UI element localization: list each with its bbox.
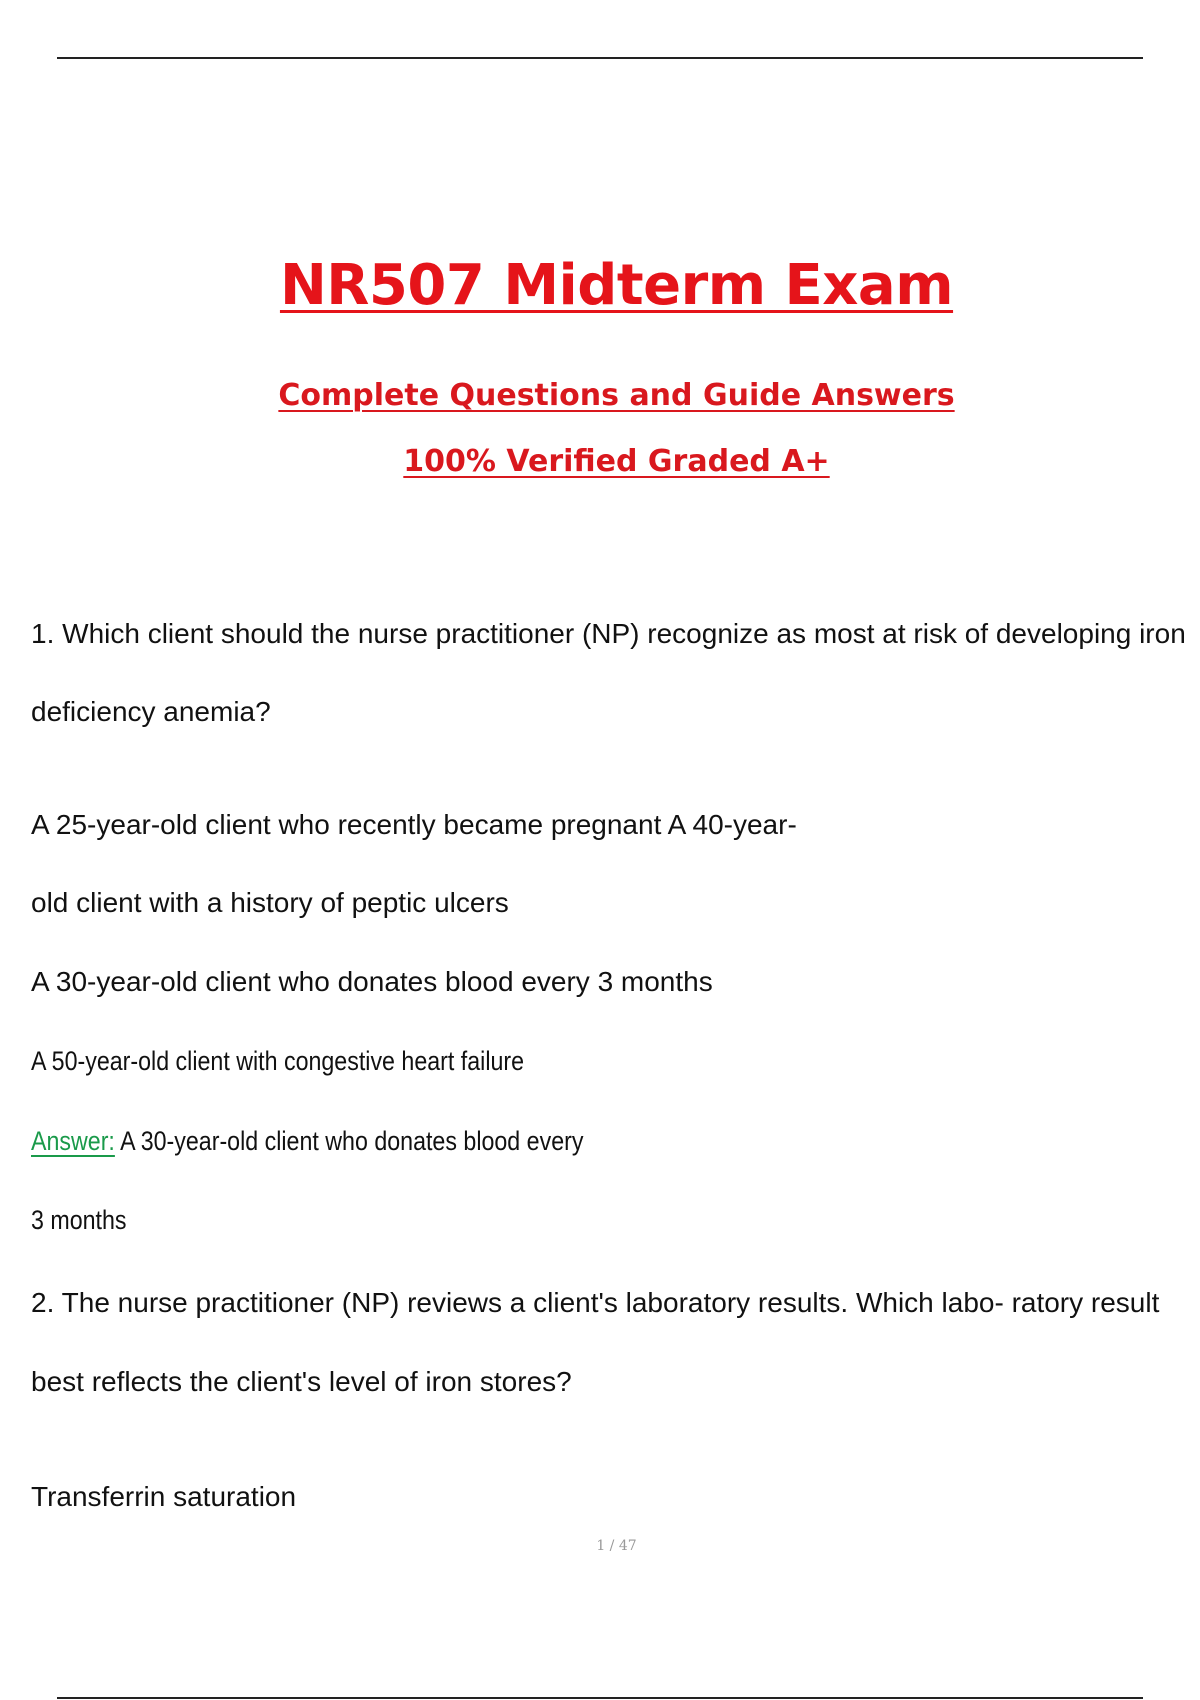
- question-1-line-2: deficiency anemia?: [31, 696, 271, 727]
- answer-text-line-1: A 30-year-old client who donates blood every: [120, 1126, 584, 1156]
- question-2-line-1: The nurse practitioner (NP) reviews a client's laboratory results. Which labo- ratory result: [61, 1287, 1160, 1318]
- question-2-option-line-1: Transferrin saturation: [31, 1481, 297, 1512]
- top-rule: [57, 57, 1143, 59]
- question-1-answer: [31, 1121, 583, 1161]
- question-1-option-line-2: old client with a history of peptic ulcers: [31, 887, 509, 918]
- document-subtitle: Complete Questions and Guide Answers: [278, 378, 955, 413]
- question-1-option-line-4: A 50-year-old client with congestive heart failure: [31, 1046, 525, 1076]
- bottom-rule: [57, 1697, 1143, 1699]
- answer-text-line-2: 3 months: [31, 1205, 127, 1235]
- question-2-number: 2.: [31, 1287, 55, 1318]
- question-2-line-2: best reflects the client's level of iron stores?: [31, 1366, 572, 1397]
- question-2-text: [31, 1283, 1159, 1323]
- question-1-number: 1.: [31, 618, 55, 649]
- answer-label: Answer:: [31, 1126, 115, 1156]
- question-1-line-1: Which client should the nurse practitioner (NP) recognize as most at risk of developing iron: [62, 618, 1186, 649]
- question-1-option-line-3: A 30-year-old client who donates blood every 3 months: [31, 966, 713, 997]
- document-title: NR507 Midterm Exam: [279, 253, 954, 318]
- page-number: 1 / 47: [596, 1538, 637, 1554]
- question-1-option-line-1: A 25-year-old client who recently became pregnant A 40-year-: [31, 809, 797, 840]
- question-1-text: [31, 614, 1186, 654]
- document-grade-badge: 100% Verified Graded A+: [403, 444, 830, 479]
